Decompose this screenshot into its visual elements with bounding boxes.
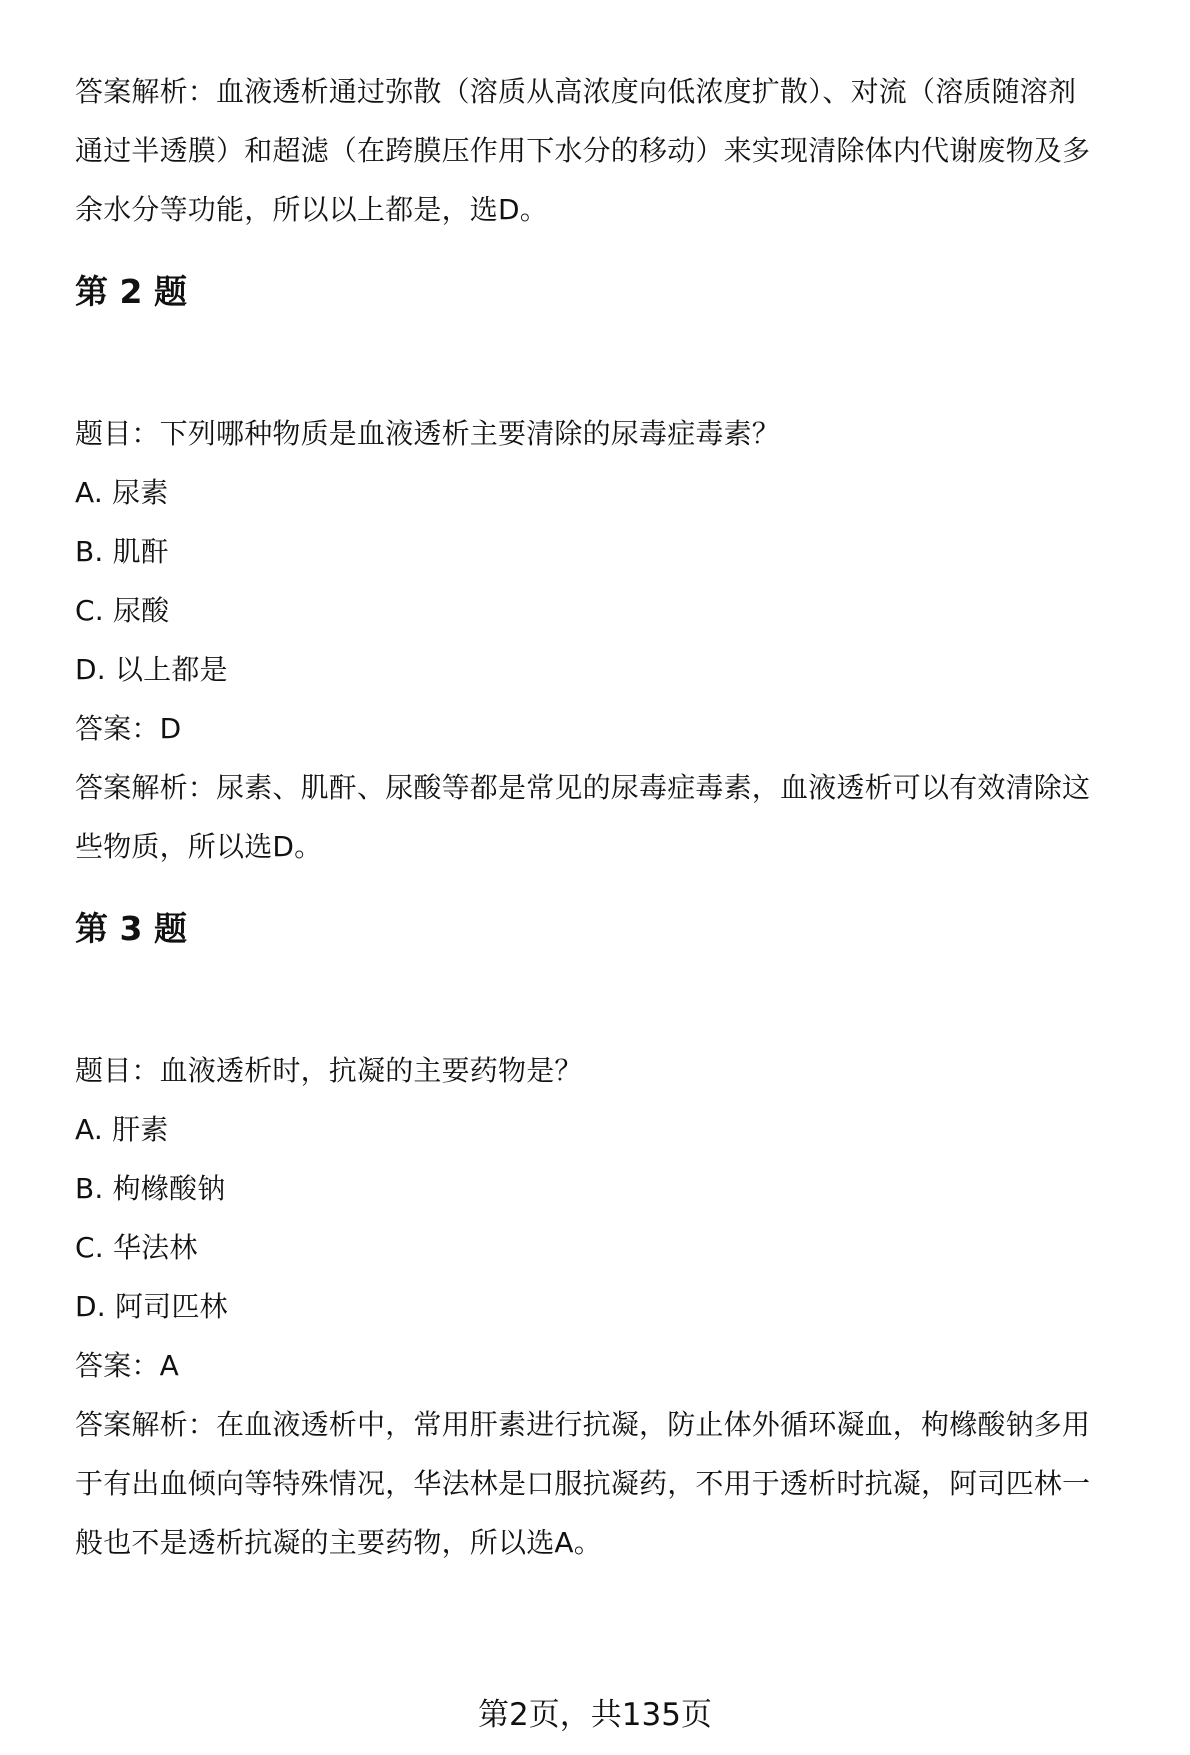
- q1-explanation: [75, 62, 1175, 239]
- question-3-answer: 答案：A: [75, 1349, 179, 1382]
- q1-explanation-line: 通过半透膜）和超滤（在跨膜压作用下水分的移动）来实现清除体内代谢废物及多: [75, 134, 1091, 167]
- question-3-option-d: D. 阿司匹林: [75, 1290, 228, 1323]
- question-2-option-b: B. 肌酐: [75, 535, 170, 568]
- question-3-explanation-line: 答案解析：在血液透析中，常用肝素进行抗凝，防止体外循环凝血，枸橼酸钠多用: [75, 1408, 1091, 1441]
- q1-explanation-line: 余水分等功能，所以以上都是，选D。: [75, 193, 548, 226]
- question-3-option-b: B. 枸橼酸钠: [75, 1172, 226, 1205]
- question-2-heading: 第 2 题: [75, 272, 187, 311]
- question-2-option-c: C. 尿酸: [75, 594, 170, 627]
- question-3-block: [75, 909, 1175, 1572]
- question-3-text: 题目：血液透析时，抗凝的主要药物是？: [75, 1054, 583, 1087]
- question-2-explanation-line: 些物质，所以选D。: [75, 830, 323, 863]
- question-2-answer: 答案：D: [75, 712, 182, 745]
- question-2-option-d: D. 以上都是: [75, 653, 228, 686]
- question-3-explanation-line: 般也不是透析抗凝的主要药物，所以选A。: [75, 1526, 602, 1559]
- question-3-explanation-line: 于有出血倾向等特殊情况，华法林是口服抗凝药，不用于透析时抗凝，阿司匹林一: [75, 1467, 1091, 1500]
- page-number-footer: 第2页，共135页: [478, 1697, 712, 1733]
- q1-explanation-line: 答案解析：血液透析通过弥散（溶质从高浓度向低浓度扩散）、对流（溶质随溶剂: [75, 75, 1077, 108]
- question-3-option-a: A. 肝素: [75, 1113, 169, 1146]
- question-2-text: 题目：下列哪种物质是血液透析主要清除的尿毒症毒素？: [75, 417, 781, 450]
- question-3-heading: 第 3 题: [75, 909, 187, 948]
- question-3-option-c: C. 华法林: [75, 1231, 198, 1264]
- question-2-block: [75, 272, 1175, 876]
- page-content: [75, 62, 1175, 1572]
- question-2-explanation-line: 答案解析：尿素、肌酐、尿酸等都是常见的尿毒症毒素，血液透析可以有效清除这: [75, 771, 1091, 804]
- question-2-option-a: A. 尿素: [75, 476, 169, 509]
